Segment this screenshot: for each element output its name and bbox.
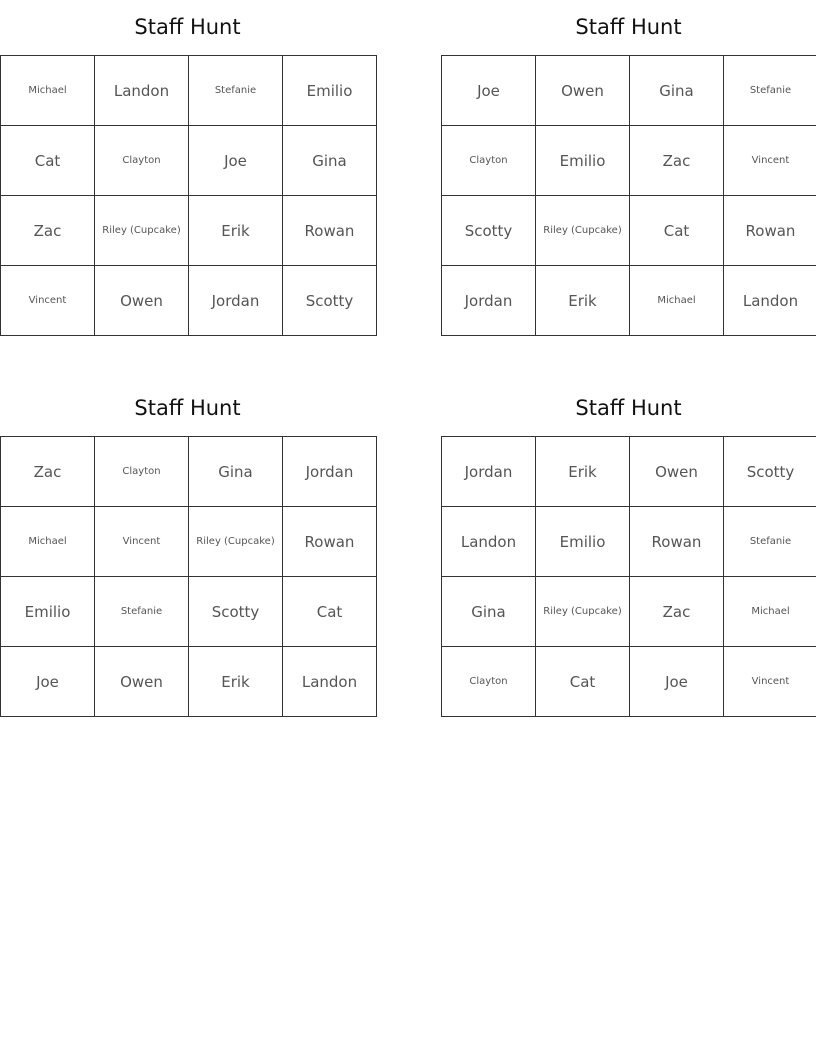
grid-cell: Emilio [283, 56, 377, 126]
grid-cell: Vincent [724, 647, 816, 717]
grid-cell: Michael [630, 266, 724, 336]
grid-cell: Erik [189, 647, 283, 717]
grid-cell: Owen [630, 437, 724, 507]
grid-cell: Stefanie [724, 56, 816, 126]
grid-row [1, 437, 377, 507]
grid-row [442, 196, 816, 266]
grid-row [442, 126, 816, 196]
grid-cell: Gina [630, 56, 724, 126]
card-title: Staff Hunt [134, 15, 241, 39]
grid-row [1, 126, 377, 196]
bingo-card-2 [441, 0, 816, 336]
bingo-grid [0, 436, 377, 717]
grid-cell: Jordan [283, 437, 377, 507]
grid-cell: Landon [442, 507, 536, 577]
bingo-grid [0, 55, 377, 336]
grid-cell: Erik [536, 266, 630, 336]
bingo-card-1 [0, 0, 375, 336]
grid-cell: Joe [630, 647, 724, 717]
grid-cell: Riley (Cupcake) [536, 577, 630, 647]
grid-cell: Vincent [95, 507, 189, 577]
grid-cell: Cat [536, 647, 630, 717]
grid-cell: Riley (Cupcake) [95, 196, 189, 266]
grid-row [1, 647, 377, 717]
grid-cell: Owen [95, 647, 189, 717]
grid-cell: Emilio [536, 507, 630, 577]
grid-cell: Clayton [95, 437, 189, 507]
card-title: Staff Hunt [575, 396, 682, 420]
card-title: Staff Hunt [575, 15, 682, 39]
grid-cell: Stefanie [724, 507, 816, 577]
grid-cell: Clayton [95, 126, 189, 196]
grid-row [442, 507, 816, 577]
grid-cell: Clayton [442, 126, 536, 196]
grid-cell: Vincent [724, 126, 816, 196]
grid-cell: Vincent [1, 266, 95, 336]
bingo-card-4 [441, 381, 816, 717]
bingo-grid [441, 436, 816, 717]
grid-row [442, 647, 816, 717]
grid-cell: Stefanie [189, 56, 283, 126]
grid-cell: Erik [189, 196, 283, 266]
grid-cell: Jordan [442, 437, 536, 507]
grid-cell: Zac [630, 577, 724, 647]
grid-cell: Emilio [536, 126, 630, 196]
grid-row [442, 56, 816, 126]
grid-row [1, 577, 377, 647]
grid-cell: Michael [1, 56, 95, 126]
grid-cell: Cat [283, 577, 377, 647]
grid-cell: Zac [1, 437, 95, 507]
grid-cell: Zac [1, 196, 95, 266]
grid-cell: Rowan [724, 196, 816, 266]
grid-cell: Owen [95, 266, 189, 336]
grid-cell: Joe [1, 647, 95, 717]
grid-cell: Rowan [283, 196, 377, 266]
grid-cell: Joe [442, 56, 536, 126]
grid-cell: Rowan [630, 507, 724, 577]
grid-cell: Gina [283, 126, 377, 196]
grid-cell: Riley (Cupcake) [536, 196, 630, 266]
grid-row [442, 437, 816, 507]
grid-cell: Scotty [189, 577, 283, 647]
grid-cell: Scotty [724, 437, 816, 507]
grid-cell: Zac [630, 126, 724, 196]
grid-row [1, 266, 377, 336]
grid-row [442, 266, 816, 336]
grid-cell: Landon [283, 647, 377, 717]
grid-cell: Landon [724, 266, 816, 336]
grid-cell: Scotty [442, 196, 536, 266]
grid-cell: Stefanie [95, 577, 189, 647]
grid-cell: Riley (Cupcake) [189, 507, 283, 577]
grid-cell: Jordan [442, 266, 536, 336]
grid-row [1, 56, 377, 126]
grid-cell: Scotty [283, 266, 377, 336]
card-title: Staff Hunt [134, 396, 241, 420]
grid-cell: Cat [1, 126, 95, 196]
grid-cell: Landon [95, 56, 189, 126]
grid-row [1, 196, 377, 266]
grid-cell: Michael [1, 507, 95, 577]
grid-cell: Jordan [189, 266, 283, 336]
grid-cell: Michael [724, 577, 816, 647]
grid-cell: Gina [189, 437, 283, 507]
grid-row [442, 577, 816, 647]
grid-cell: Erik [536, 437, 630, 507]
grid-cell: Clayton [442, 647, 536, 717]
bingo-card-3 [0, 381, 375, 717]
grid-cell: Joe [189, 126, 283, 196]
grid-cell: Rowan [283, 507, 377, 577]
grid-cell: Gina [442, 577, 536, 647]
grid-cell: Cat [630, 196, 724, 266]
bingo-grid [441, 55, 816, 336]
grid-cell: Emilio [1, 577, 95, 647]
grid-row [1, 507, 377, 577]
grid-cell: Owen [536, 56, 630, 126]
